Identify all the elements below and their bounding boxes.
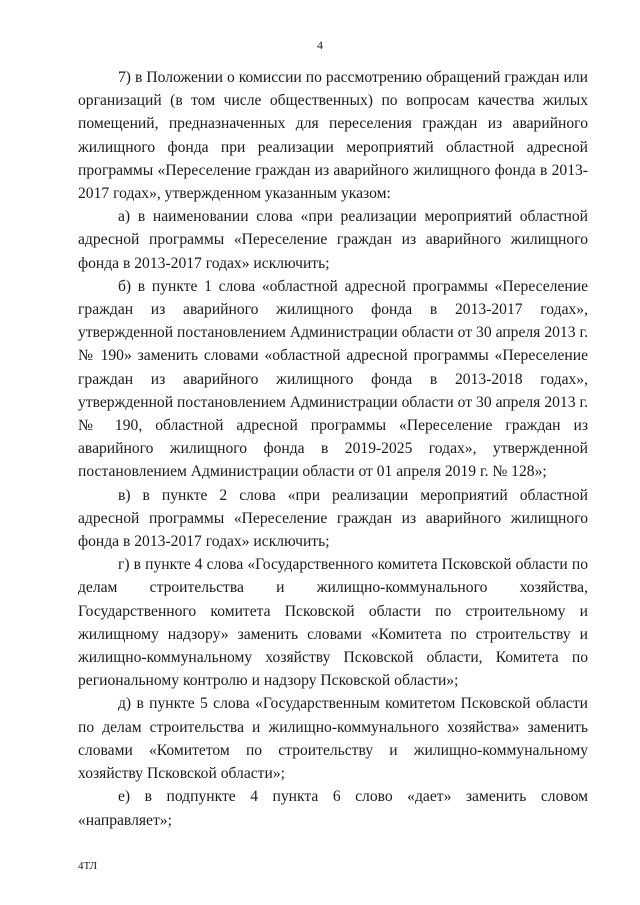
document-body xyxy=(78,66,588,832)
footer-code: 4ТЛ xyxy=(78,860,98,872)
paragraph-e: е) в подпункте 4 пункта 6 слово «дает» заменить словом «направляет»; xyxy=(78,788,588,829)
paragraph-d: д) в пункте 5 слова «Государственным комитетом Псковской области по делам строительства и жилищно-коммунального хозяйства» заменить словами «Комитетом по строительству и жилищно-коммунальному хозяйству Псковской области»; xyxy=(78,695,588,783)
page-number: 4 xyxy=(317,38,323,52)
paragraph-7: 7) в Положении о комиссии по рассмотрению обращений граждан или организаций (в том числе общественных) по вопросам качества жилых помещений, предназначенных для переселения граждан из аварийного жилищного фонда при реализации мероприятий областной адресной программы «Переселение граждан из аварийного жилищного фонда в 2013-2017 годах», утвержденном указанным указом: xyxy=(78,69,588,203)
paragraph-b: б) в пункте 1 слова «областной адресной программы «Переселение граждан из аварийного жилищного фонда в 2013-2017 годах», утвержденной постановлением Администрации области от 30 апреля 2013 г. № 190» заменить словами «областной адресной программы «Переселение граждан из аварийного жилищного фонда в 2013-2018 годах», утвержденной постановлением Администрации области от 30 апреля 2013 г. № 190, областной адресной программы «Переселение граждан из аварийного жилищного фонда в 2019-2025 годах», утвержденной постановлением Администрации области от 01 апреля 2019 г. № 128»; xyxy=(78,277,588,481)
paragraph-v: в) в пункте 2 слова «при реализации мероприятий областной адресной программы «Переселение граждан из аварийного жилищного фонда в 2013-2017 годах» исключить; xyxy=(78,486,588,551)
paragraph-a: а) в наименовании слова «при реализации мероприятий областной адресной программы «Переселение граждан из аварийного жилищного фонда в 2013-2017 годах» исключить; xyxy=(78,208,588,272)
paragraph-g: г) в пункте 4 слова «Государственного комитета Псковской области по делам строительства и жилищно-коммунального хозяйства, Государственного комитета Псковской области по строительному и жилищному надзору» заменить словами «Комитета по строительству и жилищно-коммунальному хозяйству Псковской области, Комитета по региональному контролю и надзору Псковской области»; xyxy=(78,556,588,690)
